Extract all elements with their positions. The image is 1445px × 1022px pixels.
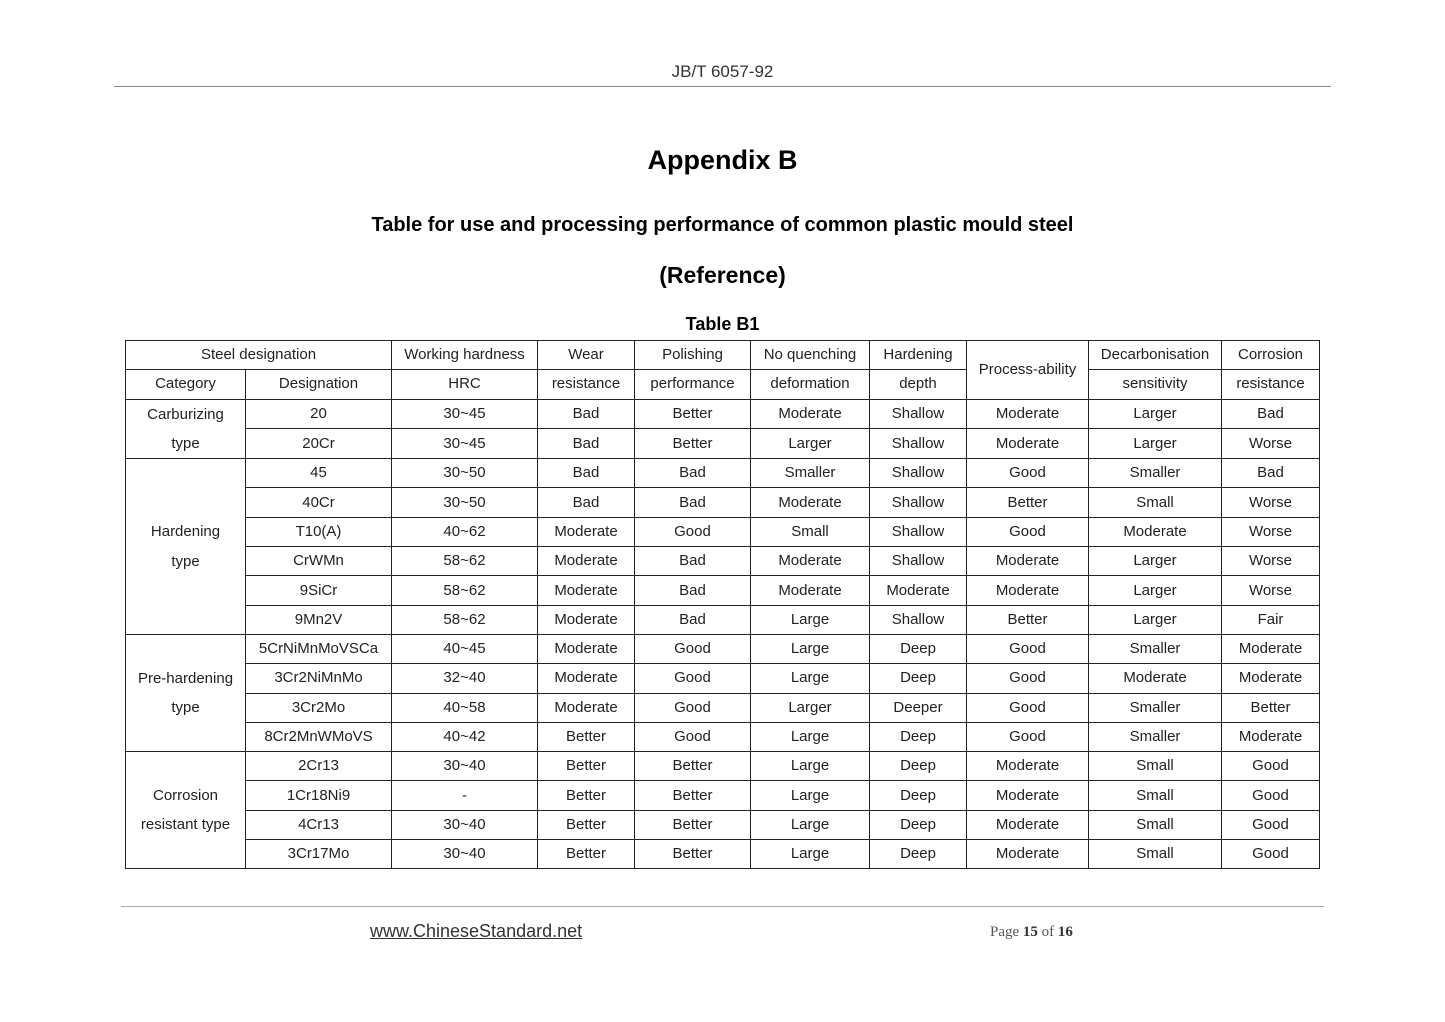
polishing-cell: Bad [635,547,751,576]
page-total: 16 [1057,924,1073,940]
hardening-cell: Shallow [870,547,967,576]
hardness-cell: 30~40 [392,810,538,839]
designation-cell: T10(A) [246,517,392,546]
wear-cell: Moderate [538,517,635,546]
quenching-cell: Larger [751,693,870,722]
category-line: type [171,552,200,570]
hardening-cell: Deep [870,781,967,810]
page-prefix: Page [990,924,1020,940]
quenching-cell: Large [751,664,870,693]
page-of: of [1041,924,1055,940]
polishing-cell: Better [635,429,751,459]
table-row [126,488,1320,517]
table-row [126,781,1320,810]
decarb-header-line2: sensitivity [1089,370,1222,399]
decarb-cell: Larger [1089,429,1222,459]
hardness-cell: 30~45 [392,429,538,459]
wear-cell: Better [538,840,635,869]
processability-cell: Better [967,488,1089,517]
corrosion-cell: Worse [1222,429,1320,459]
website-link[interactable]: www.ChineseStandard.net [370,921,583,941]
hardening-header-line2: depth [870,370,967,399]
processability-cell: Moderate [967,781,1089,810]
processability-cell: Good [967,722,1089,751]
corrosion-header-line1: Corrosion [1222,341,1320,370]
decarb-cell: Moderate [1089,517,1222,546]
table-row [126,605,1320,634]
wear-cell: Better [538,810,635,839]
table-body [126,399,1320,869]
designation-cell: 8Cr2MnWMoVS [246,722,392,751]
hardening-cell: Deep [870,840,967,869]
polishing-cell: Better [635,399,751,429]
polishing-cell: Bad [635,605,751,634]
polishing-cell: Good [635,722,751,751]
table-row [126,752,1320,781]
processability-header: Process-ability [967,341,1089,400]
decarb-cell: Larger [1089,576,1222,605]
category-cell [126,459,246,635]
hardening-cell: Deep [870,810,967,839]
hardness-header-line2: HRC [392,370,538,399]
hardening-cell: Deep [870,722,967,751]
category-line: type [171,699,200,717]
processability-cell: Moderate [967,576,1089,605]
decarb-cell: Small [1089,810,1222,839]
wear-cell: Bad [538,429,635,459]
designation-cell: 3Cr2NiMnMo [246,664,392,693]
table-row [126,722,1320,751]
table-row [126,459,1320,488]
footer-divider [121,906,1324,907]
processability-cell: Moderate [967,547,1089,576]
quenching-cell: Moderate [751,547,870,576]
corrosion-cell: Good [1222,840,1320,869]
quenching-header-line2: deformation [751,370,870,399]
wear-cell: Better [538,722,635,751]
wear-cell: Better [538,752,635,781]
hardness-cell: 40~42 [392,722,538,751]
decarb-cell: Small [1089,752,1222,781]
hardening-cell: Shallow [870,399,967,429]
designation-cell: 9SiCr [246,576,392,605]
corrosion-cell: Moderate [1222,634,1320,663]
quenching-cell: Large [751,605,870,634]
quenching-cell: Moderate [751,399,870,429]
processability-cell: Good [967,693,1089,722]
hardening-cell: Deep [870,752,967,781]
header-row-2 [126,370,1320,399]
category-line: resistant type [140,816,231,834]
polishing-cell: Bad [635,459,751,488]
category-line: Pre-hardening [137,669,234,687]
quenching-cell: Larger [751,429,870,459]
decarb-cell: Moderate [1089,664,1222,693]
table-label: Table B1 [685,314,760,334]
processability-cell: Good [967,459,1089,488]
hardening-cell: Deep [870,634,967,663]
wear-cell: Moderate [538,576,635,605]
hardness-cell: 30~50 [392,488,538,517]
decarb-header-line1: Decarbonisation [1089,341,1222,370]
hardening-cell: Moderate [870,576,967,605]
designation-cell: 20 [246,399,392,429]
corrosion-header-line2: resistance [1222,370,1320,399]
table-row [126,634,1320,663]
quenching-cell: Large [751,634,870,663]
hardening-cell: Deeper [870,693,967,722]
quenching-cell: Large [751,840,870,869]
hardness-cell: 58~62 [392,605,538,634]
processability-cell: Better [967,605,1089,634]
hardness-cell: 30~45 [392,399,538,429]
decarb-cell: Larger [1089,605,1222,634]
table-row [126,429,1320,459]
wear-cell: Moderate [538,547,635,576]
designation-cell: 40Cr [246,488,392,517]
polishing-cell: Better [635,810,751,839]
wear-cell: Moderate [538,634,635,663]
wear-cell: Bad [538,399,635,429]
decarb-cell: Smaller [1089,722,1222,751]
decarb-cell: Smaller [1089,459,1222,488]
category-line: type [171,434,200,452]
polishing-cell: Better [635,840,751,869]
decarb-cell: Smaller [1089,634,1222,663]
wear-header-line1: Wear [538,341,635,370]
table-row [126,576,1320,605]
corrosion-cell: Fair [1222,605,1320,634]
quenching-cell: Small [751,517,870,546]
table-row [126,664,1320,693]
processability-cell: Moderate [967,840,1089,869]
quenching-cell: Large [751,722,870,751]
hardness-cell: 32~40 [392,664,538,693]
decarb-cell: Larger [1089,399,1222,429]
quenching-cell: Moderate [751,576,870,605]
appendix-title: Appendix B [647,145,798,175]
polishing-cell: Good [635,517,751,546]
corrosion-cell: Good [1222,752,1320,781]
wear-cell: Better [538,781,635,810]
page-current: 15 [1022,924,1038,940]
hardness-cell: 30~50 [392,459,538,488]
hardening-cell: Shallow [870,605,967,634]
designation-cell: CrWMn [246,547,392,576]
processability-cell: Moderate [967,752,1089,781]
quenching-cell: Large [751,781,870,810]
wear-cell: Moderate [538,605,635,634]
decarb-cell: Smaller [1089,693,1222,722]
steel-designation-header: Steel designation [126,341,392,370]
decarb-cell: Larger [1089,547,1222,576]
corrosion-cell: Worse [1222,517,1320,546]
hardness-cell: 40~58 [392,693,538,722]
polishing-cell: Good [635,634,751,663]
corrosion-cell: Good [1222,810,1320,839]
hardness-cell: 58~62 [392,576,538,605]
designation-header: Designation [246,370,392,399]
category-cell [126,752,246,869]
designation-cell: 1Cr18Ni9 [246,781,392,810]
processability-cell: Moderate [967,429,1089,459]
quenching-cell: Large [751,810,870,839]
polishing-cell: Good [635,693,751,722]
corrosion-cell: Worse [1222,576,1320,605]
designation-cell: 20Cr [246,429,392,459]
hardening-cell: Shallow [870,429,967,459]
wear-cell: Bad [538,488,635,517]
hardening-header-line1: Hardening [870,341,967,370]
designation-cell: 45 [246,459,392,488]
hardness-cell: 40~62 [392,517,538,546]
header-divider [114,86,1331,87]
corrosion-cell: Moderate [1222,664,1320,693]
polishing-header-line1: Polishing [635,341,751,370]
processability-cell: Moderate [967,810,1089,839]
hardness-cell: 30~40 [392,752,538,781]
corrosion-cell: Worse [1222,547,1320,576]
hardness-cell: 58~62 [392,547,538,576]
quenching-cell: Large [751,752,870,781]
category-line: Corrosion [152,786,219,804]
table-title: Table for use and processing performance of common plastic mould steel [371,214,1074,236]
processability-cell: Good [967,517,1089,546]
category-line: Hardening [150,523,221,541]
corrosion-cell: Moderate [1222,722,1320,751]
category-cell [126,399,246,459]
quenching-cell: Moderate [751,488,870,517]
hardening-cell: Shallow [870,459,967,488]
processability-cell: Good [967,664,1089,693]
processability-cell: Good [967,634,1089,663]
page-number [990,924,1073,941]
corrosion-cell: Good [1222,781,1320,810]
table-row [126,399,1320,429]
table-row [126,517,1320,546]
wear-cell: Moderate [538,693,635,722]
category-cell [126,634,246,751]
table-row [126,547,1320,576]
hardening-cell: Shallow [870,517,967,546]
corrosion-cell: Better [1222,693,1320,722]
hardening-cell: Deep [870,664,967,693]
polishing-cell: Bad [635,488,751,517]
designation-cell: 2Cr13 [246,752,392,781]
wear-header-line2: resistance [538,370,635,399]
polishing-cell: Better [635,781,751,810]
corrosion-cell: Worse [1222,488,1320,517]
decarb-cell: Small [1089,781,1222,810]
decarb-cell: Small [1089,840,1222,869]
wear-cell: Moderate [538,664,635,693]
decarb-cell: Small [1089,488,1222,517]
designation-cell: 3Cr2Mo [246,693,392,722]
category-header: Category [126,370,246,399]
processability-cell: Moderate [967,399,1089,429]
polishing-header-line2: performance [635,370,751,399]
quenching-cell: Smaller [751,459,870,488]
quenching-header-line1: No quenching [751,341,870,370]
designation-cell: 4Cr13 [246,810,392,839]
document-code: JB/T 6057-92 [671,62,774,81]
corrosion-cell: Bad [1222,459,1320,488]
hardening-cell: Shallow [870,488,967,517]
designation-cell: 9Mn2V [246,605,392,634]
designation-cell: 3Cr17Mo [246,840,392,869]
designation-cell: 5CrNiMnMoVSCa [246,634,392,663]
steel-performance-table [125,340,1320,869]
hardness-cell: - [392,781,538,810]
category-line: Carburizing [147,405,224,423]
polishing-cell: Better [635,752,751,781]
reference-note: (Reference) [659,262,786,288]
table-row [126,840,1320,869]
corrosion-cell: Bad [1222,399,1320,429]
table-row [126,810,1320,839]
hardness-header-line1: Working hardness [392,341,538,370]
polishing-cell: Bad [635,576,751,605]
hardness-cell: 30~40 [392,840,538,869]
hardness-cell: 40~45 [392,634,538,663]
wear-cell: Bad [538,459,635,488]
table-row [126,693,1320,722]
header-row-1 [126,341,1320,370]
polishing-cell: Good [635,664,751,693]
